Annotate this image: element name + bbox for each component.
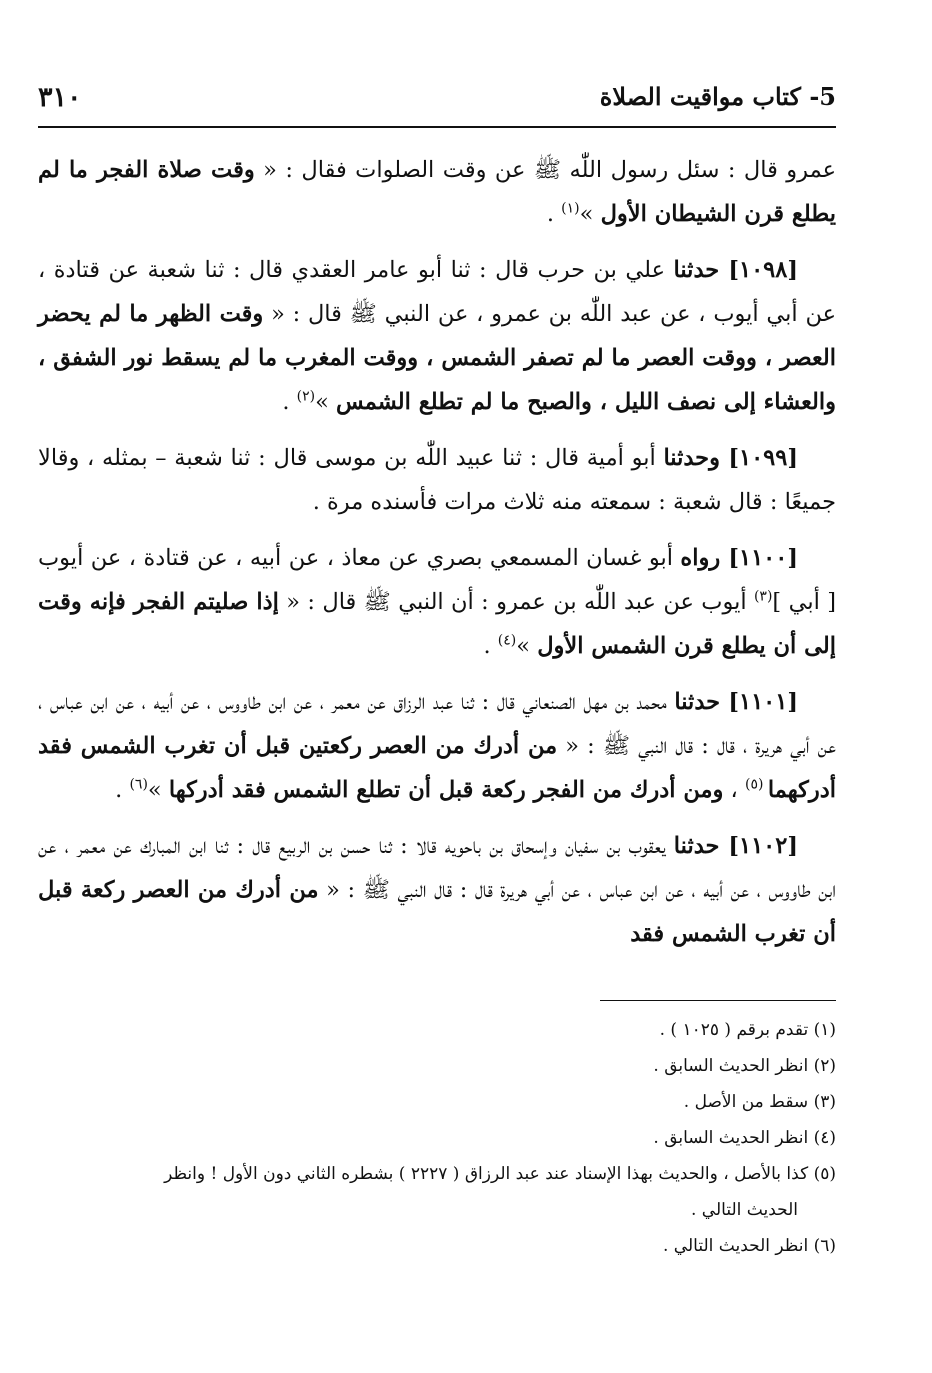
bold-text: رواه [680,545,729,571]
text: يعقوب بن سفيان وإسحاق بن باحويه قالا : ثنا حسن بن الربيع قال : ثنا ابن المبارك عن معمر ، عن ابن طاووس ، عن أبيه ، عن ابن عباس ، عن أبي هريرة قال : قال النبي ﷺ : « [38,833,836,903]
text: عمرو قال : سئل رسول اللّٰه ﷺ عن وقت الصلوات فقال : « [254,157,837,183]
footnote-3: (٣) سقط من الأصل . [683,1092,836,1112]
text: أبو غسان المسمعي بصري عن معاذ ، عن أبيه ، عن قتادة ، عن أيوب [ أبي ] [38,545,836,615]
text: » [579,201,601,227]
paragraph-1102 [38,824,836,956]
running-title: 5- كتاب مواقيت الصلاة [599,82,836,111]
footnote-marker: (٥) [744,776,768,793]
header-divider [38,126,836,128]
footnote-1: (١) تقدم برقم ( ١٠٢٥ ) . [659,1020,836,1040]
hadith-number: [١١٠٢] [728,833,798,859]
footnote-2: (٢) انظر الحديث السابق . [653,1056,836,1076]
paragraph-1100 [38,536,836,668]
text: أيوب عن عبد اللّٰه بن عمرو : أن النبي ﷺ قال : « [278,589,754,615]
text: . [483,633,498,659]
footnote-5-continuation: الحديث التالي . [691,1200,798,1220]
bold-text: من أدرك من العصر ركعة قبل أن تغرب الشمس فقد [38,877,836,947]
hadith-number: [١١٠١] [728,689,798,715]
bold-text: وقت صلاة الفجر ما لم يطلع قرن الشيطان الأول [38,157,836,227]
text: محمد بن مهل الصنعاني قال : ثنا عبد الرزاق عن معمر ، عن ابن طاووس ، عن أبيه ، عن ابن عباس ، عن أبي هريرة ، قال : قال النبي ﷺ : « [38,689,836,759]
text: » [147,777,169,803]
bold-text: من أدرك من العصر ركعتين قبل أن تغرب الشمس فقد أدركهما [38,733,836,803]
hadith-number: [١٠٩٩] [728,445,799,471]
bold-text: وحدثنا [663,445,729,471]
paragraph-1099 [38,436,836,524]
bold-text: حدثنا [673,257,729,283]
text: . [115,777,130,803]
hadith-number: [١٠٩٨] [728,257,798,283]
footnote-marker: (١) [561,200,580,217]
text: علي بن حرب قال : ثنا أبو عامر العقدي قال : ثنا شعبة عن قتادة ، عن أبي أيوب ، عن عبد اللّٰه بن عمرو ، عن النبي ﷺ قال : « [38,257,836,327]
text: » [516,633,538,659]
paragraph-1 [38,148,836,236]
text: ، [723,777,745,803]
bold-text: إذا صليتم الفجر فإنه وقت إلى أن يطلع قرن الشمس الأول [38,589,836,659]
footnote-marker: (٢) [296,388,316,405]
footnote-marker: (٣) [753,588,773,605]
text: . [546,201,562,227]
footnotes [38,1012,836,1264]
bold-text: وقت الظهر ما لم يحضر العصر ، ووقت العصر ما لم تصفر الشمس ، ووقت المغرب ما لم يسقط نور الشفق ، والعشاء إلى نصف الليل ، والصبح ما لم تطلع الشمس [38,301,836,415]
footnote-marker: (٤) [497,632,517,649]
text: . [282,389,297,415]
body-text [38,148,836,968]
paragraph-1101 [38,680,836,812]
bold-text: حدثنا [674,689,729,715]
page-number: ٣١٠ [38,82,82,113]
footnote-5: (٥) كذا بالأصل ، والحديث بهذا الإسناد عند عبد الرزاق ( ٢٢٢٧ ) بشطره الثاني دون الأول ! وانظر [164,1164,836,1184]
bold-text: ومن أدرك من الفجر ركعة قبل أن تطلع الشمس فقد أدركها [168,777,724,803]
footnote-4: (٤) انظر الحديث السابق . [653,1128,836,1148]
footnote-marker: (٦) [129,776,148,793]
hadith-number: [١١٠٠] [728,545,798,571]
footnote-6: (٦) انظر الحديث التالي . [663,1236,836,1256]
text: أبو أمية قال : ثنا عبيد اللّٰه بن موسى قال : ثنا شعبة – بمثله ، وقالا جميعًا : قال شعبة : سمعته منه ثلاث مرات فأسنده مرة . [38,445,836,515]
text: » [315,389,337,415]
page-header [38,78,836,118]
footnote-divider [600,1000,836,1001]
paragraph-1098 [38,248,836,424]
bold-text: حدثنا [673,833,729,859]
